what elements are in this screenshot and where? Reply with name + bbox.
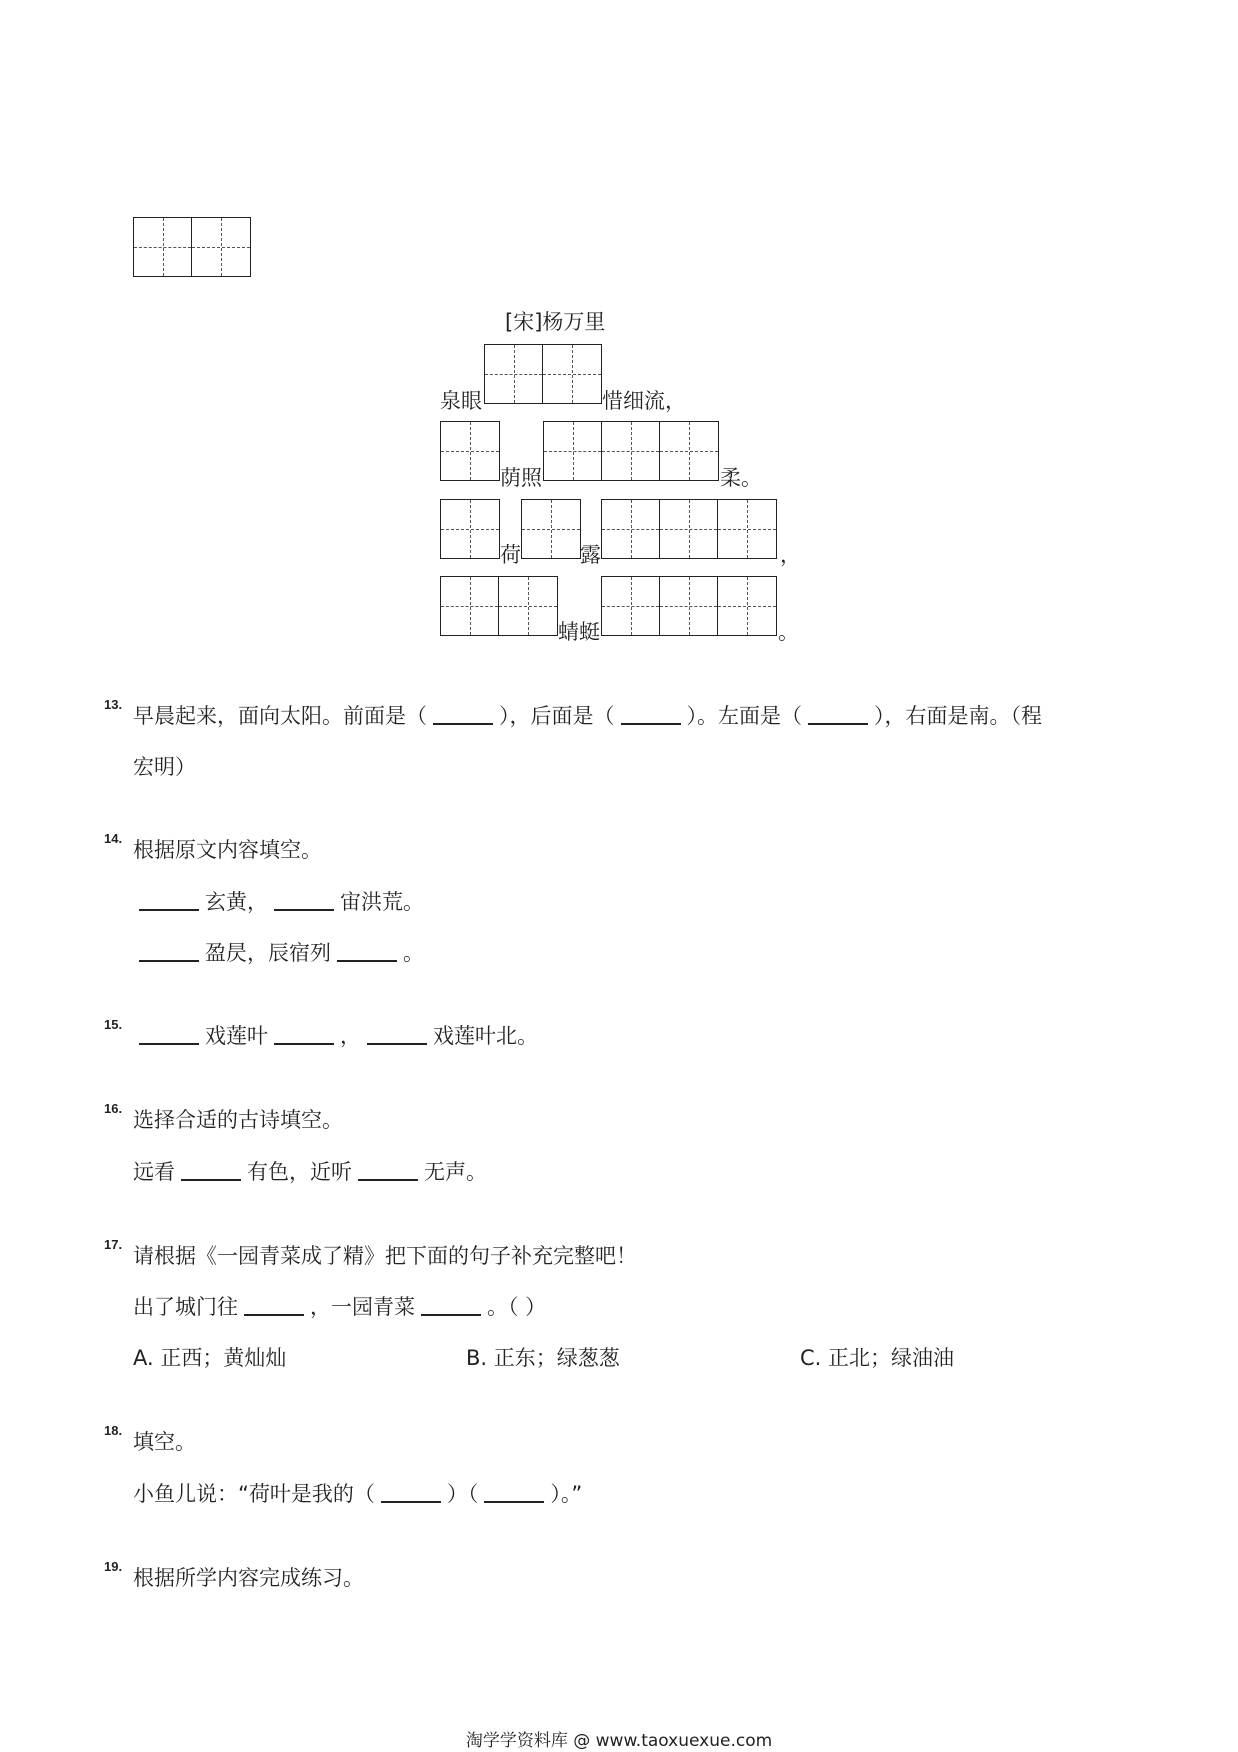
question-16-line: 远看 有色，近听 无声。 (133, 1160, 487, 1184)
writing-grid-top (133, 217, 251, 277)
option-a[interactable]: A. 正西；黄灿灿 (133, 1346, 287, 1370)
poem-line4-after: 。 (778, 620, 799, 644)
question-17-line: 出了城门往 ，一园青菜 。（ ） (133, 1295, 547, 1319)
answer-blank[interactable] (421, 1294, 481, 1316)
poem-line1-grid (484, 344, 602, 404)
poem-author: [宋]杨万里 (505, 310, 606, 334)
answer-blank[interactable] (139, 1023, 199, 1045)
question-15-line: 戏莲叶 ， 戏莲叶北。 (133, 1020, 538, 1050)
poem-line2-grid-b (543, 421, 719, 481)
poem-line2-mid: 荫照 (500, 466, 542, 490)
question-number: 16. (104, 1101, 123, 1116)
answer-blank[interactable] (433, 703, 493, 725)
answer-blank[interactable] (181, 1159, 241, 1181)
poem-line3-mid2: 露 (580, 543, 601, 567)
answer-blank[interactable] (139, 889, 199, 911)
grid-cell (192, 218, 250, 276)
poem-line1-before: 泉眼 (440, 389, 482, 413)
answer-blank[interactable] (358, 1159, 418, 1181)
question-16-title: 选择合适的古诗填空。 (133, 1108, 343, 1132)
question-17-title: 请根据《一园青菜成了精》把下面的句子补充完整吧！ (133, 1244, 637, 1268)
answer-blank[interactable] (381, 1481, 441, 1503)
question-number: 15. (104, 1017, 123, 1032)
question-18-line: 小鱼儿说：“荷叶是我的（ ）（ ）。” (133, 1482, 583, 1506)
question-number: 17. (104, 1237, 123, 1252)
question-number: 13. (104, 697, 123, 712)
option-b[interactable]: B. 正东；绿葱葱 (466, 1346, 620, 1370)
poem-line3-grid-a (440, 499, 500, 559)
answer-blank[interactable] (139, 940, 199, 962)
poem-line4-mid: 蜻蜓 (558, 620, 600, 644)
poem-line4-grid-a (440, 576, 558, 636)
grid-cell (134, 218, 192, 276)
poem-line3-mid1: 荷 (500, 543, 521, 567)
poem-line3-grid-c (601, 499, 777, 559)
question-13-line1: 早晨起来，面向太阳。前面是（ ），后面是（ ）。左面是（ ），右面是南。（程 (133, 704, 1042, 728)
question-14-lineB: 盈昃，辰宿列 。 (133, 937, 424, 967)
answer-blank[interactable] (274, 1023, 334, 1045)
answer-blank[interactable] (621, 703, 681, 725)
page-footer: 淘学学资料库 @ www.taoxuexue.com (465, 1731, 773, 1751)
question-18-title: 填空。 (133, 1430, 196, 1454)
poem-line1-after: 惜细流， (602, 389, 686, 413)
poem-line4-grid-b (601, 576, 777, 636)
poem-line3-after: ， (780, 543, 801, 567)
option-c[interactable]: C. 正北；绿油油 (800, 1346, 955, 1370)
poem-line3-grid-b (521, 499, 581, 559)
poem-line2-after: 柔。 (720, 466, 762, 490)
answer-blank[interactable] (274, 889, 334, 911)
poem-line2-grid-a (440, 421, 500, 481)
question-13-line2: 宏明） (133, 755, 196, 779)
answer-blank[interactable] (337, 940, 397, 962)
question-14-title: 根据原文内容填空。 (133, 838, 322, 862)
question-14-lineA: 玄黄， 宙洪荒。 (133, 886, 424, 916)
answer-blank[interactable] (808, 703, 868, 725)
question-number: 18. (104, 1423, 123, 1438)
question-number: 19. (104, 1559, 123, 1574)
question-number: 14. (104, 831, 123, 846)
question-19-title: 根据所学内容完成练习。 (133, 1566, 364, 1590)
answer-blank[interactable] (367, 1023, 427, 1045)
answer-blank[interactable] (484, 1481, 544, 1503)
answer-blank[interactable] (244, 1294, 304, 1316)
